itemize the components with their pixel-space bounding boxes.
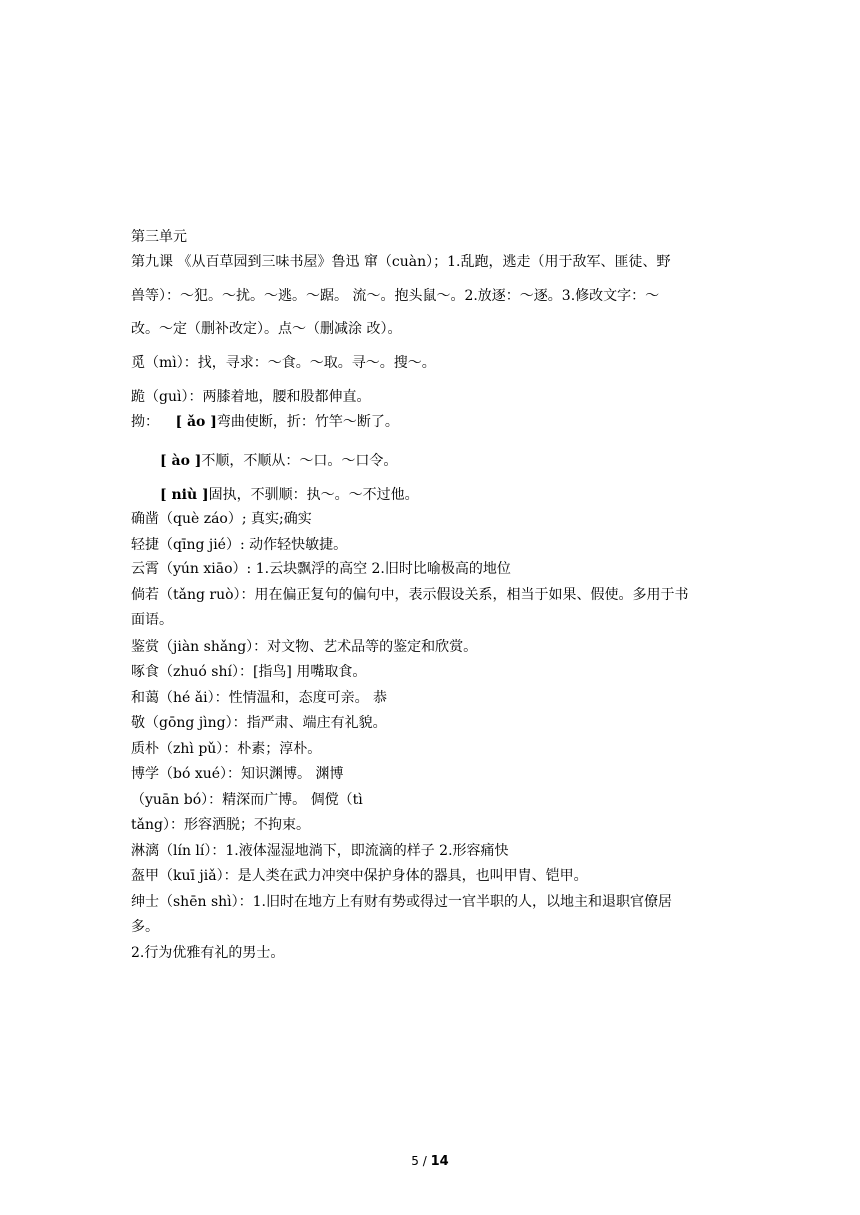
text-line: 2.行为优雅有礼的男士。 <box>131 945 285 961</box>
headword: 拗： <box>131 414 159 430</box>
text-line: 淋漓（lín lí）：1.液体湿湿地淌下，即流滴的样子 2.形容痛快 <box>131 843 509 859</box>
text-line: 敬（gōng jìng）：指严肃、端庄有礼貌。 <box>131 715 387 731</box>
pinyin-bold: [ niù ] <box>160 487 209 503</box>
pinyin-bold: [ ào ] <box>160 453 202 469</box>
text-line: 轻捷（qīng jié）: 动作轻快敏捷。 <box>131 537 348 553</box>
definition: 固执，不驯顺：执～。～不过他。 <box>208 487 419 503</box>
text-line: 盔甲（kuī jiǎ）：是人类在武力冲突中保护身体的器具，也叫甲胄、铠甲。 <box>131 868 588 884</box>
page-number <box>0 1154 860 1169</box>
total-pages: 14 <box>430 1154 449 1169</box>
text-line: 啄食（zhuó shí）：[指鸟] 用嘴取食。 <box>131 664 367 680</box>
text-line: 云霄（yún xiāo）: 1.云块飘浮的高空 2.旧时比喻极高的地位 <box>131 561 511 577</box>
unit-heading: 第三单元 <box>131 229 187 245</box>
text-line: 倘若（tǎng ruò）：用在偏正复句的偏句中，表示假设关系，相当于如果、假使。多用于书 <box>131 587 689 603</box>
text-line <box>160 452 397 470</box>
text-line: 改。～定（删补改定）。点～（删减涂 改）。 <box>131 321 402 337</box>
current-page: 5 <box>411 1154 419 1168</box>
pinyin-bold: [ ǎo ] <box>175 414 217 430</box>
text-line: 觅（mì）：找，寻求：～食。～取。寻～。搜～。 <box>131 355 436 371</box>
text-line: 多。 <box>131 919 159 935</box>
text-line: 兽等）：～犯。～扰。～逃。～踞。 流～。抱头鼠～。2.放逐：～逐。3.修改文字：～ <box>131 288 660 304</box>
text-line <box>131 413 399 431</box>
text-line: 绅士（shēn shì）：1.旧时在地方上有财有势或得过一官半职的人，以地主和退职官僚居 <box>131 894 672 910</box>
text-line <box>160 486 419 504</box>
definition: 弯曲使断，折：竹竿～断了。 <box>216 414 399 430</box>
text-line: 面语。 <box>131 612 173 628</box>
text-line: 和蔼（hé ǎi）：性情温和，态度可亲。 恭 <box>131 690 388 706</box>
text-line: 博学（bó xué）：知识渊博。 渊博 <box>131 766 344 782</box>
text-line: 确凿（què záo）; 真实;确实 <box>131 511 312 527</box>
text-line: tǎng）：形容洒脱；不拘束。 <box>131 817 310 833</box>
definition: 不顺，不顺从：～口。～口令。 <box>201 453 398 469</box>
text-line: 质朴（zhì pǔ）：朴素；淳朴。 <box>131 741 322 757</box>
text-line: 鉴赏（jiàn shǎng）：对文物、艺术品等的鉴定和欣赏。 <box>131 639 478 655</box>
text-line: 跪（guì）：两膝着地，腰和股都伸直。 <box>131 389 371 405</box>
page-separator: / <box>418 1154 431 1168</box>
text-line: 第九课 《从百草园到三味书屋》鲁迅 窜（cuàn）；1.乱跑，逃走（用于敌军、匪徒、野 <box>131 254 671 270</box>
text-line: （yuān bó）：精深而广博。 倜傥（tì <box>131 792 363 808</box>
